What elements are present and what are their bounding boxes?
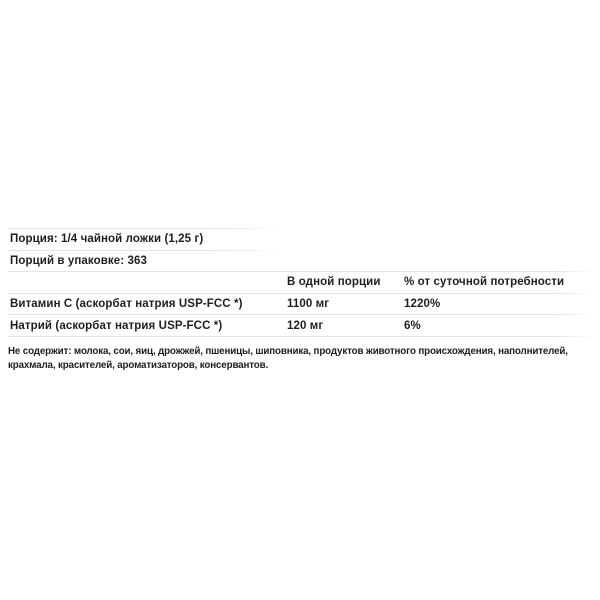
nutrient-amount: 120 мг	[287, 319, 324, 332]
servings-count-row	[8, 251, 595, 272]
daily-value-header: % от суточной потребности	[404, 276, 565, 289]
nutrient-name: Натрий (аскорбат натрия USP-FCC *)	[10, 319, 223, 332]
servings-per-container-label: Порций в упаковке: 363	[10, 254, 147, 267]
serving-size-row	[8, 229, 595, 250]
nutrient-daily-value: 6%	[404, 319, 421, 332]
table-header-row	[8, 272, 595, 293]
divider	[8, 336, 595, 337]
allergen-disclaimer	[8, 345, 595, 373]
serving-size-label: Порция: 1/4 чайной ложки (1,25 г)	[10, 233, 204, 246]
allergen-disclaimer-line: крахмала, красителей, ароматизаторов, консервантов.	[8, 359, 269, 371]
nutrient-row	[8, 315, 595, 336]
nutrient-daily-value: 1220%	[404, 298, 441, 311]
amount-per-serving-header: В одной порции	[287, 276, 381, 289]
allergen-disclaimer-line: Не содержит: молока, сои, яиц, дрожжей, пшеницы, шиповника, продуктов животного происхождения, наполнителей,	[8, 345, 568, 357]
supplement-facts-table	[8, 228, 595, 373]
nutrient-name: Витамин C (аскорбат натрия USP-FCC *)	[10, 298, 243, 311]
nutrient-row	[8, 294, 595, 315]
nutrient-amount: 1100 мг	[287, 298, 330, 311]
